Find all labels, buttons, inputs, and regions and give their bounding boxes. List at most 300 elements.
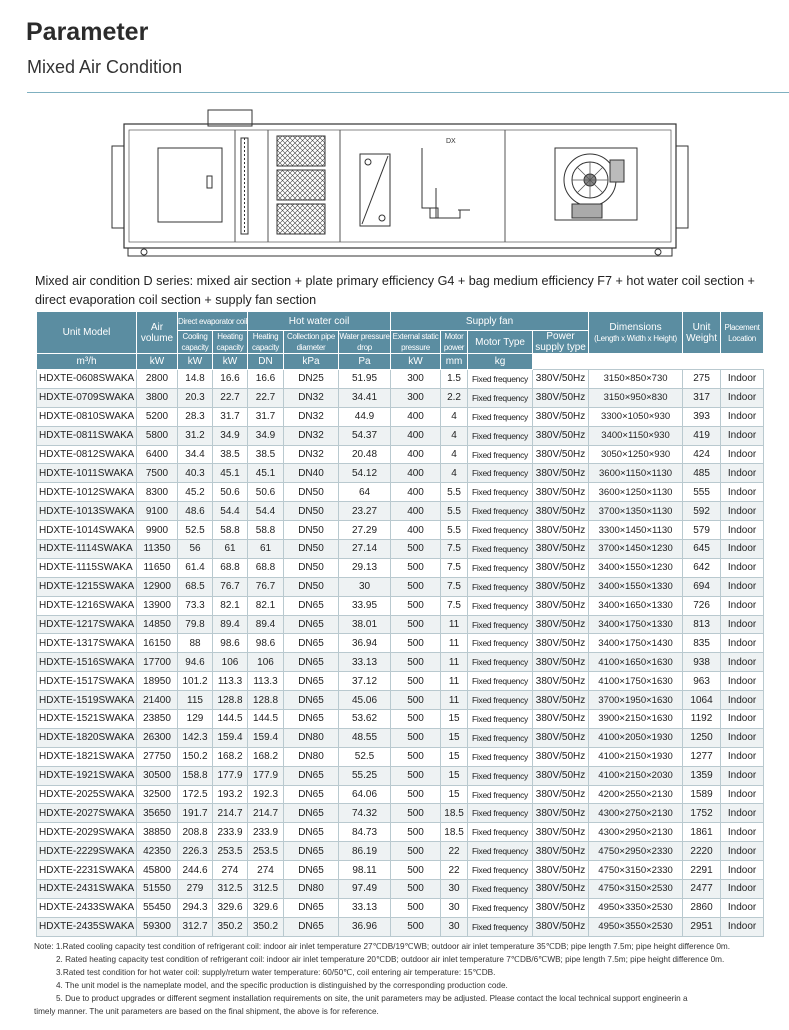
table-row <box>37 426 764 445</box>
cell-unit-model: HDXTE-2431SWAKA <box>37 880 137 899</box>
cell-power-supply: 380V/50Hz <box>533 804 589 823</box>
cell-unit-model: HDXTE-0709SWAKA <box>37 388 137 407</box>
cell-cooling: 191.7 <box>178 804 213 823</box>
cell-power-supply: 380V/50Hz <box>533 483 589 502</box>
cell-unit-model: HDXTE-1114SWAKA <box>37 540 137 559</box>
cell-collection: DN50 <box>284 521 339 540</box>
cell-heating: 54.4 <box>213 502 248 521</box>
table-row <box>37 445 764 464</box>
cell-water-drop: 51.95 <box>339 370 391 389</box>
cell-hw-heating: 274 <box>248 861 284 880</box>
cell-dimensions: 4100×1750×1630 <box>589 672 683 691</box>
cell-collection: DN65 <box>284 672 339 691</box>
cell-placement: Indoor <box>721 445 764 464</box>
cell-dimensions: 4200×2550×2130 <box>589 785 683 804</box>
cell-air-volume: 11650 <box>137 558 178 577</box>
cell-air-volume: 13900 <box>137 596 178 615</box>
cell-collection: DN65 <box>284 634 339 653</box>
cell-motor-power: 4 <box>441 407 468 426</box>
cell-weight: 317 <box>683 388 721 407</box>
cell-motor-power: 4 <box>441 426 468 445</box>
cell-collection: DN65 <box>284 842 339 861</box>
cell-cooling: 48.6 <box>178 502 213 521</box>
cell-weight: 813 <box>683 615 721 634</box>
cell-static: 500 <box>391 596 441 615</box>
cell-static: 500 <box>391 880 441 899</box>
table-row <box>37 653 764 672</box>
cell-water-drop: 55.25 <box>339 766 391 785</box>
cell-water-drop: 34.41 <box>339 388 391 407</box>
cell-heating: 106 <box>213 653 248 672</box>
cell-placement: Indoor <box>721 880 764 899</box>
cell-weight: 835 <box>683 634 721 653</box>
cell-hw-heating: 168.2 <box>248 747 284 766</box>
cell-collection: DN65 <box>284 917 339 936</box>
cell-hw-heating: 214.7 <box>248 804 284 823</box>
cell-power-supply: 380V/50Hz <box>533 464 589 483</box>
cell-water-drop: 74.32 <box>339 804 391 823</box>
cell-weight: 938 <box>683 653 721 672</box>
cell-collection: DN32 <box>284 407 339 426</box>
table-row <box>37 710 764 729</box>
cell-hw-heating: 329.6 <box>248 898 284 917</box>
cell-heating: 159.4 <box>213 728 248 747</box>
cell-unit-model: HDXTE-1517SWAKA <box>37 672 137 691</box>
cell-power-supply: 380V/50Hz <box>533 766 589 785</box>
cell-hw-heating: 128.8 <box>248 691 284 710</box>
cell-power-supply: 380V/50Hz <box>533 917 589 936</box>
cell-collection: DN50 <box>284 577 339 596</box>
cell-motor-power: 2.2 <box>441 388 468 407</box>
cell-heating: 50.6 <box>213 483 248 502</box>
cell-power-supply: 380V/50Hz <box>533 842 589 861</box>
cell-placement: Indoor <box>721 766 764 785</box>
parameter-table <box>36 311 764 937</box>
cell-cooling: 172.5 <box>178 785 213 804</box>
table-row <box>37 388 764 407</box>
cell-hw-heating: 159.4 <box>248 728 284 747</box>
cell-static: 500 <box>391 691 441 710</box>
cell-weight: 1359 <box>683 766 721 785</box>
table-row <box>37 615 764 634</box>
cell-cooling: 61.4 <box>178 558 213 577</box>
cell-motor-power: 4 <box>441 464 468 483</box>
cell-heating: 253.5 <box>213 842 248 861</box>
note-5: 5. Due to product upgrades or different segment installation requirements on site, the unit parameters may be adjusted. Please contact the local technical support engineerin a <box>56 994 688 1003</box>
cell-collection: DN25 <box>284 370 339 389</box>
table-row <box>37 880 764 899</box>
cell-motor-type: Fixed frequency <box>468 917 533 936</box>
cell-motor-type: Fixed frequency <box>468 464 533 483</box>
table-row <box>37 804 764 823</box>
cell-collection: DN50 <box>284 558 339 577</box>
col-motor-power: Motor power <box>441 331 468 354</box>
cell-static: 500 <box>391 653 441 672</box>
note-3: 3.Rated test condition for hot water coil: supply/return water temperature: 60/50℃, coil entering air temperature: 15℃DB. <box>56 968 496 977</box>
cell-hw-heating: 45.1 <box>248 464 284 483</box>
table-row <box>37 898 764 917</box>
col-air-volume: Air volume <box>137 312 178 354</box>
cell-air-volume: 17700 <box>137 653 178 672</box>
cell-hw-heating: 89.4 <box>248 615 284 634</box>
cell-cooling: 52.5 <box>178 521 213 540</box>
cell-placement: Indoor <box>721 728 764 747</box>
notes <box>34 940 784 1018</box>
cell-weight: 424 <box>683 445 721 464</box>
series-description: Mixed air condition D series: mixed air section + plate primary efficiency G4 + bag medium efficiency F7 + hot water coil section + direct evaporation coil section + supply fan section <box>35 274 755 307</box>
cell-motor-power: 15 <box>441 728 468 747</box>
cell-placement: Indoor <box>721 898 764 917</box>
cell-motor-type: Fixed frequency <box>468 596 533 615</box>
cell-power-supply: 380V/50Hz <box>533 540 589 559</box>
unit-collection: DN <box>248 354 284 370</box>
cell-motor-type: Fixed frequency <box>468 672 533 691</box>
cell-power-supply: 380V/50Hz <box>533 388 589 407</box>
cell-placement: Indoor <box>721 691 764 710</box>
cell-heating: 329.6 <box>213 898 248 917</box>
unit-dimensions: mm <box>441 354 468 370</box>
cell-unit-model: HDXTE-2229SWAKA <box>37 842 137 861</box>
cell-weight: 642 <box>683 558 721 577</box>
cell-cooling: 45.2 <box>178 483 213 502</box>
col-hw-heating-capacity: Heating capacity <box>248 331 284 354</box>
cell-air-volume: 32500 <box>137 785 178 804</box>
cell-cooling: 34.4 <box>178 445 213 464</box>
cell-water-drop: 36.94 <box>339 634 391 653</box>
cell-weight: 1752 <box>683 804 721 823</box>
col-group-evap-coil: Direct evaporator coil <box>178 312 248 331</box>
cell-collection: DN65 <box>284 785 339 804</box>
cell-motor-power: 5.5 <box>441 483 468 502</box>
cell-cooling: 115 <box>178 691 213 710</box>
cell-heating: 34.9 <box>213 426 248 445</box>
cell-hw-heating: 192.3 <box>248 785 284 804</box>
cell-collection: DN65 <box>284 766 339 785</box>
cell-placement: Indoor <box>721 634 764 653</box>
table-row <box>37 728 764 747</box>
cell-cooling: 208.8 <box>178 823 213 842</box>
cell-static: 500 <box>391 634 441 653</box>
cell-power-supply: 380V/50Hz <box>533 785 589 804</box>
cell-hw-heating: 61 <box>248 540 284 559</box>
cell-motor-type: Fixed frequency <box>468 615 533 634</box>
cell-cooling: 94.6 <box>178 653 213 672</box>
cell-power-supply: 380V/50Hz <box>533 653 589 672</box>
cell-motor-type: Fixed frequency <box>468 540 533 559</box>
cell-hw-heating: 68.8 <box>248 558 284 577</box>
cell-collection: DN65 <box>284 615 339 634</box>
cell-motor-power: 18.5 <box>441 823 468 842</box>
col-motor-type: Motor Type <box>468 331 533 354</box>
table-row <box>37 596 764 615</box>
cell-collection: DN50 <box>284 540 339 559</box>
cell-weight: 275 <box>683 370 721 389</box>
cell-placement: Indoor <box>721 917 764 936</box>
cell-static: 500 <box>391 558 441 577</box>
cell-placement: Indoor <box>721 407 764 426</box>
cell-static: 500 <box>391 917 441 936</box>
cell-collection: DN65 <box>284 823 339 842</box>
cell-heating: 168.2 <box>213 747 248 766</box>
cell-unit-model: HDXTE-2433SWAKA <box>37 898 137 917</box>
col-collection-pipe: Collection pipe diameter <box>284 331 339 354</box>
cell-heating: 22.7 <box>213 388 248 407</box>
cell-cooling: 68.5 <box>178 577 213 596</box>
col-power-supply: Power supply type <box>533 331 589 354</box>
cell-air-volume: 16150 <box>137 634 178 653</box>
cell-placement: Indoor <box>721 540 764 559</box>
cell-motor-type: Fixed frequency <box>468 370 533 389</box>
cell-collection: DN40 <box>284 464 339 483</box>
cell-motor-type: Fixed frequency <box>468 861 533 880</box>
cell-motor-type: Fixed frequency <box>468 804 533 823</box>
cell-placement: Indoor <box>721 785 764 804</box>
cell-weight: 555 <box>683 483 721 502</box>
cell-static: 500 <box>391 766 441 785</box>
cell-collection: DN50 <box>284 483 339 502</box>
cell-air-volume: 11350 <box>137 540 178 559</box>
cell-heating: 128.8 <box>213 691 248 710</box>
cell-heating: 45.1 <box>213 464 248 483</box>
cell-hw-heating: 58.8 <box>248 521 284 540</box>
cell-dimensions: 3400×1650×1330 <box>589 596 683 615</box>
cell-air-volume: 35650 <box>137 804 178 823</box>
table-row <box>37 464 764 483</box>
cell-water-drop: 54.37 <box>339 426 391 445</box>
cell-motor-power: 15 <box>441 766 468 785</box>
cell-heating: 177.9 <box>213 766 248 785</box>
cell-air-volume: 42350 <box>137 842 178 861</box>
cell-weight: 579 <box>683 521 721 540</box>
cell-air-volume: 51550 <box>137 880 178 899</box>
cell-air-volume: 14850 <box>137 615 178 634</box>
cell-placement: Indoor <box>721 710 764 729</box>
col-dimensions <box>589 312 683 354</box>
cell-water-drop: 27.14 <box>339 540 391 559</box>
cell-static: 500 <box>391 577 441 596</box>
cell-motor-type: Fixed frequency <box>468 823 533 842</box>
title-divider <box>27 92 789 93</box>
cell-motor-power: 11 <box>441 672 468 691</box>
page-subtitle: Mixed Air Condition <box>27 57 183 77</box>
cell-water-drop: 33.13 <box>339 898 391 917</box>
col-unit-model: Unit Model <box>37 312 137 354</box>
table-row <box>37 407 764 426</box>
cell-weight: 592 <box>683 502 721 521</box>
cell-dimensions: 4100×2150×1930 <box>589 747 683 766</box>
table-row <box>37 634 764 653</box>
cell-water-drop: 64.06 <box>339 785 391 804</box>
cell-collection: DN65 <box>284 710 339 729</box>
cell-unit-model: HDXTE-1521SWAKA <box>37 710 137 729</box>
cell-hw-heating: 253.5 <box>248 842 284 861</box>
table-row <box>37 842 764 861</box>
cell-cooling: 73.3 <box>178 596 213 615</box>
cell-placement: Indoor <box>721 747 764 766</box>
cell-dimensions: 3700×1450×1230 <box>589 540 683 559</box>
cell-power-supply: 380V/50Hz <box>533 672 589 691</box>
cell-unit-model: HDXTE-2435SWAKA <box>37 917 137 936</box>
cell-power-supply: 380V/50Hz <box>533 691 589 710</box>
cell-cooling: 40.3 <box>178 464 213 483</box>
cell-motor-power: 11 <box>441 653 468 672</box>
cell-collection: DN80 <box>284 880 339 899</box>
cell-unit-model: HDXTE-2029SWAKA <box>37 823 137 842</box>
cell-unit-model: HDXTE-2231SWAKA <box>37 861 137 880</box>
cell-heating: 98.6 <box>213 634 248 653</box>
cell-air-volume: 5800 <box>137 426 178 445</box>
cell-unit-model: HDXTE-1317SWAKA <box>37 634 137 653</box>
cell-water-drop: 48.55 <box>339 728 391 747</box>
cell-cooling: 14.8 <box>178 370 213 389</box>
cell-static: 500 <box>391 728 441 747</box>
cell-power-supply: 380V/50Hz <box>533 502 589 521</box>
cell-motor-power: 7.5 <box>441 540 468 559</box>
cell-cooling: 244.6 <box>178 861 213 880</box>
cell-air-volume: 59300 <box>137 917 178 936</box>
cell-air-volume: 45800 <box>137 861 178 880</box>
cell-motor-type: Fixed frequency <box>468 691 533 710</box>
cell-cooling: 88 <box>178 634 213 653</box>
cell-static: 400 <box>391 464 441 483</box>
unit-cooling: kW <box>137 354 178 370</box>
cell-collection: DN65 <box>284 861 339 880</box>
cell-water-drop: 54.12 <box>339 464 391 483</box>
cell-dimensions: 3700×1950×1630 <box>589 691 683 710</box>
cell-power-supply: 380V/50Hz <box>533 880 589 899</box>
cell-air-volume: 2800 <box>137 370 178 389</box>
cell-weight: 645 <box>683 540 721 559</box>
cell-dimensions: 4100×2150×2030 <box>589 766 683 785</box>
cell-collection: DN65 <box>284 653 339 672</box>
cell-placement: Indoor <box>721 521 764 540</box>
cell-cooling: 20.3 <box>178 388 213 407</box>
cell-motor-type: Fixed frequency <box>468 653 533 672</box>
cell-cooling: 279 <box>178 880 213 899</box>
cell-static: 500 <box>391 861 441 880</box>
cell-heating: 16.6 <box>213 370 248 389</box>
cell-cooling: 294.3 <box>178 898 213 917</box>
cell-cooling: 158.8 <box>178 766 213 785</box>
cell-unit-model: HDXTE-1011SWAKA <box>37 464 137 483</box>
cell-water-drop: 52.5 <box>339 747 391 766</box>
cell-motor-type: Fixed frequency <box>468 407 533 426</box>
cell-unit-model: HDXTE-1014SWAKA <box>37 521 137 540</box>
cell-water-drop: 36.96 <box>339 917 391 936</box>
cell-unit-model: HDXTE-1217SWAKA <box>37 615 137 634</box>
cell-motor-type: Fixed frequency <box>468 445 533 464</box>
cell-placement: Indoor <box>721 370 764 389</box>
cell-static: 500 <box>391 823 441 842</box>
cell-unit-model: HDXTE-0608SWAKA <box>37 370 137 389</box>
cell-air-volume: 3800 <box>137 388 178 407</box>
cell-unit-model: HDXTE-1012SWAKA <box>37 483 137 502</box>
cell-power-supply: 380V/50Hz <box>533 728 589 747</box>
cell-dimensions: 3400×1550×1330 <box>589 577 683 596</box>
cell-unit-model: HDXTE-0811SWAKA <box>37 426 137 445</box>
col-group-supply-fan: Supply fan <box>391 312 589 331</box>
cell-water-drop: 98.11 <box>339 861 391 880</box>
cell-dimensions: 3400×1750×1430 <box>589 634 683 653</box>
note-4: 4. The unit model is the nameplate model, and the specific production is distinguished by the corresponding production code. <box>56 981 508 990</box>
cell-air-volume: 55450 <box>137 898 178 917</box>
cell-hw-heating: 177.9 <box>248 766 284 785</box>
cell-cooling: 226.3 <box>178 842 213 861</box>
cell-water-drop: 86.19 <box>339 842 391 861</box>
cell-collection: DN32 <box>284 445 339 464</box>
cell-placement: Indoor <box>721 842 764 861</box>
table-row <box>37 577 764 596</box>
cell-weight: 1277 <box>683 747 721 766</box>
cell-weight: 2477 <box>683 880 721 899</box>
cell-placement: Indoor <box>721 672 764 691</box>
cell-motor-power: 22 <box>441 842 468 861</box>
cell-static: 400 <box>391 407 441 426</box>
cell-static: 500 <box>391 615 441 634</box>
unit-air-volume: m³/h <box>37 354 137 370</box>
cell-air-volume: 18950 <box>137 672 178 691</box>
cell-heating: 61 <box>213 540 248 559</box>
cell-unit-model: HDXTE-1921SWAKA <box>37 766 137 785</box>
dimensions-label: Dimensions <box>609 321 662 333</box>
cell-motor-type: Fixed frequency <box>468 426 533 445</box>
cell-air-volume: 6400 <box>137 445 178 464</box>
cell-power-supply: 380V/50Hz <box>533 823 589 842</box>
cell-air-volume: 8300 <box>137 483 178 502</box>
cell-static: 400 <box>391 502 441 521</box>
cell-air-volume: 26300 <box>137 728 178 747</box>
cell-heating: 89.4 <box>213 615 248 634</box>
cell-hw-heating: 76.7 <box>248 577 284 596</box>
cell-placement: Indoor <box>721 558 764 577</box>
cell-heating: 113.3 <box>213 672 248 691</box>
cell-water-drop: 38.01 <box>339 615 391 634</box>
col-placement: Placement Location <box>721 312 764 354</box>
cell-static: 300 <box>391 388 441 407</box>
cell-dimensions: 3300×1450×1130 <box>589 521 683 540</box>
cell-weight: 726 <box>683 596 721 615</box>
cell-water-drop: 29.13 <box>339 558 391 577</box>
cell-collection: DN65 <box>284 898 339 917</box>
cell-motor-power: 1.5 <box>441 370 468 389</box>
cell-hw-heating: 82.1 <box>248 596 284 615</box>
cell-motor-type: Fixed frequency <box>468 766 533 785</box>
cell-dimensions: 4100×2050×1930 <box>589 728 683 747</box>
cell-heating: 31.7 <box>213 407 248 426</box>
cell-static: 400 <box>391 445 441 464</box>
cell-power-supply: 380V/50Hz <box>533 747 589 766</box>
dx-label: DX <box>446 138 456 145</box>
cell-motor-power: 15 <box>441 747 468 766</box>
cell-weight: 1861 <box>683 823 721 842</box>
table-row <box>37 540 764 559</box>
cell-water-drop: 53.62 <box>339 710 391 729</box>
cell-motor-type: Fixed frequency <box>468 577 533 596</box>
cell-hw-heating: 233.9 <box>248 823 284 842</box>
cell-weight: 2951 <box>683 917 721 936</box>
cell-heating: 233.9 <box>213 823 248 842</box>
unit-weight: kg <box>468 354 533 370</box>
cell-collection: DN80 <box>284 728 339 747</box>
cell-unit-model: HDXTE-1013SWAKA <box>37 502 137 521</box>
table-row <box>37 521 764 540</box>
cell-collection: DN32 <box>284 426 339 445</box>
cell-placement: Indoor <box>721 861 764 880</box>
col-unit-weight: Unit Weight <box>683 312 721 354</box>
parameter-table-body <box>37 370 764 937</box>
cell-hw-heating: 98.6 <box>248 634 284 653</box>
cell-power-supply: 380V/50Hz <box>533 710 589 729</box>
